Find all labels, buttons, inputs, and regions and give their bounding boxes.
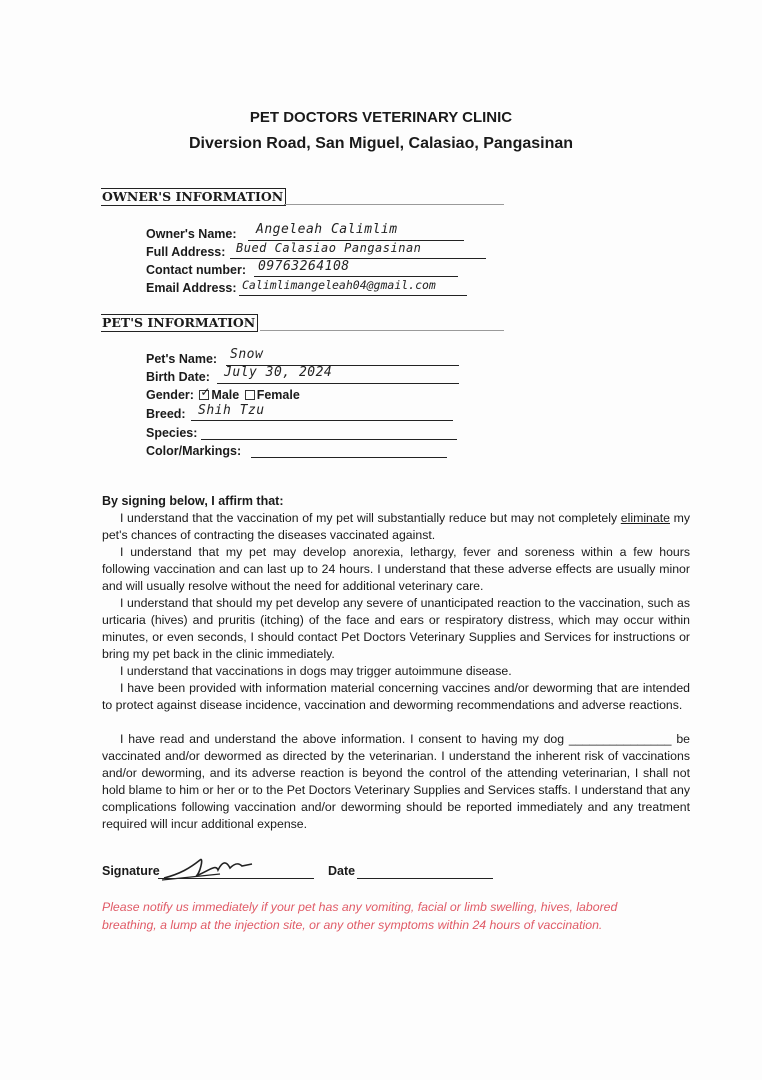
p3-text: I understand that should my pet develop any severe of unanticipated reaction to the vaccination, such as urticaria (hives) and pruritis (itching) of the face and ears or respiratory distress, which may occur within minutes, or even seconds, I should contact Pet Doctors Veterinary Supplies and Services for instructions or bring my pet back in the clinic immediately.: [102, 596, 690, 661]
affirmation-paragraph-3: [102, 595, 690, 663]
date-label: Date: [328, 864, 356, 878]
p2-text: I understand that my pet may develop anorexia, lethargy, fever and soreness within a few hours following vaccination and can last up to 24 hours. I understand that these adverse effects are usually minor and will usually resolve without the need for additional veterinary care.: [102, 545, 690, 593]
affirmation-paragraph-4: [102, 663, 690, 680]
check-icon: ✓: [200, 385, 211, 399]
handwritten-signature: [160, 850, 260, 884]
contact-line: [254, 276, 458, 277]
clinic-address: Diversion Road, San Miguel, Calasiao, Pangasinan: [188, 135, 574, 152]
p6-text: I have read and understand the above information. I consent to having my dog _______________ be vaccinated and/or dewormed as directed by the veterinarian. I understand the inherent risk of vaccinations and/or deworming, and its adverse reaction is beyond the control of the attending veterinarian, I shall not hold blame to him or her or to the Pet Doctors Veterinary Supplies and Services staffs. I understand that any complications following vaccination and/or deworming should be reported immediately and any treatment required will incur additional expense.: [102, 732, 690, 831]
species-line[interactable]: [201, 439, 457, 440]
birth-date-line: [217, 383, 459, 384]
divider: [260, 330, 504, 331]
p1-text: I understand that the vaccination of my pet will substantially reduce but may not completely: [120, 511, 618, 525]
email-line: [239, 295, 467, 296]
clinic-name: PET DOCTORS VETERINARY CLINIC: [249, 109, 513, 126]
date-row: [328, 864, 355, 878]
address-label: Full Address:: [146, 245, 226, 259]
male-option-label: Male: [211, 388, 240, 402]
p1-underlined: eliminate: [620, 511, 670, 525]
gender-row: [146, 385, 300, 402]
color-markings-line[interactable]: [251, 457, 447, 458]
divider: [284, 204, 504, 205]
owner-name-label: Owner's Name:: [146, 227, 237, 241]
affirmation-title: By signing below, I affirm that:: [102, 494, 284, 508]
signature-row: [102, 864, 160, 878]
breed-label: Breed:: [146, 407, 186, 421]
birth-date-value[interactable]: July 30, 2024: [224, 365, 333, 380]
signature-label: Signature: [102, 864, 160, 878]
vaccination-notice: Please notify us immediately if your pet has any vomiting, facial or limb swelling, hives, labored breathing, a lump at the injection site, or any other symptoms within 24 hours of vaccination.: [102, 900, 618, 932]
address-value[interactable]: Bued Calasiao Pangasinan: [236, 241, 422, 255]
gender-label: Gender:: [146, 388, 194, 402]
pet-section-title: PET'S INFORMATION: [101, 314, 258, 332]
owner-name-value[interactable]: Angeleah Calimlim: [256, 222, 398, 237]
affirmation-paragraph-6: [102, 731, 690, 833]
female-checkbox[interactable]: [245, 390, 255, 400]
email-value[interactable]: Calimlimangeleah04@gmail.com: [242, 278, 436, 292]
birth-date-label: Birth Date:: [146, 370, 210, 384]
color-markings-label: Color/Markings:: [146, 444, 242, 458]
female-option-label: Female: [256, 388, 300, 402]
contact-label: Contact number:: [146, 263, 246, 277]
p5-text: I have been provided with information material concerning vaccines and/or deworming that are intended to protect against disease incidence, vaccination and deworming recommendations and adverse reactions.: [102, 681, 690, 712]
affirmation-paragraph-2: [102, 544, 690, 595]
affirmation-paragraph-5: [102, 680, 690, 714]
breed-line: [191, 420, 453, 421]
species-label: Species:: [146, 426, 198, 440]
affirmation-paragraph-1: [102, 510, 690, 544]
email-label: Email Address:: [146, 281, 237, 295]
p4-text: I understand that vaccinations in dogs may trigger autoimmune disease.: [120, 664, 512, 678]
owner-section-title: OWNER'S INFORMATION: [101, 188, 286, 206]
p1-text-end: my pet's chances of contracting the diseases vaccinated against.: [102, 511, 691, 542]
contact-value[interactable]: 09763264108: [258, 259, 350, 274]
male-checkbox[interactable]: [199, 385, 211, 400]
pet-name-value[interactable]: Snow: [230, 347, 264, 362]
date-line[interactable]: [357, 878, 493, 879]
breed-value[interactable]: Shih Tzu: [198, 403, 265, 418]
pet-name-label: Pet's Name:: [146, 352, 218, 366]
